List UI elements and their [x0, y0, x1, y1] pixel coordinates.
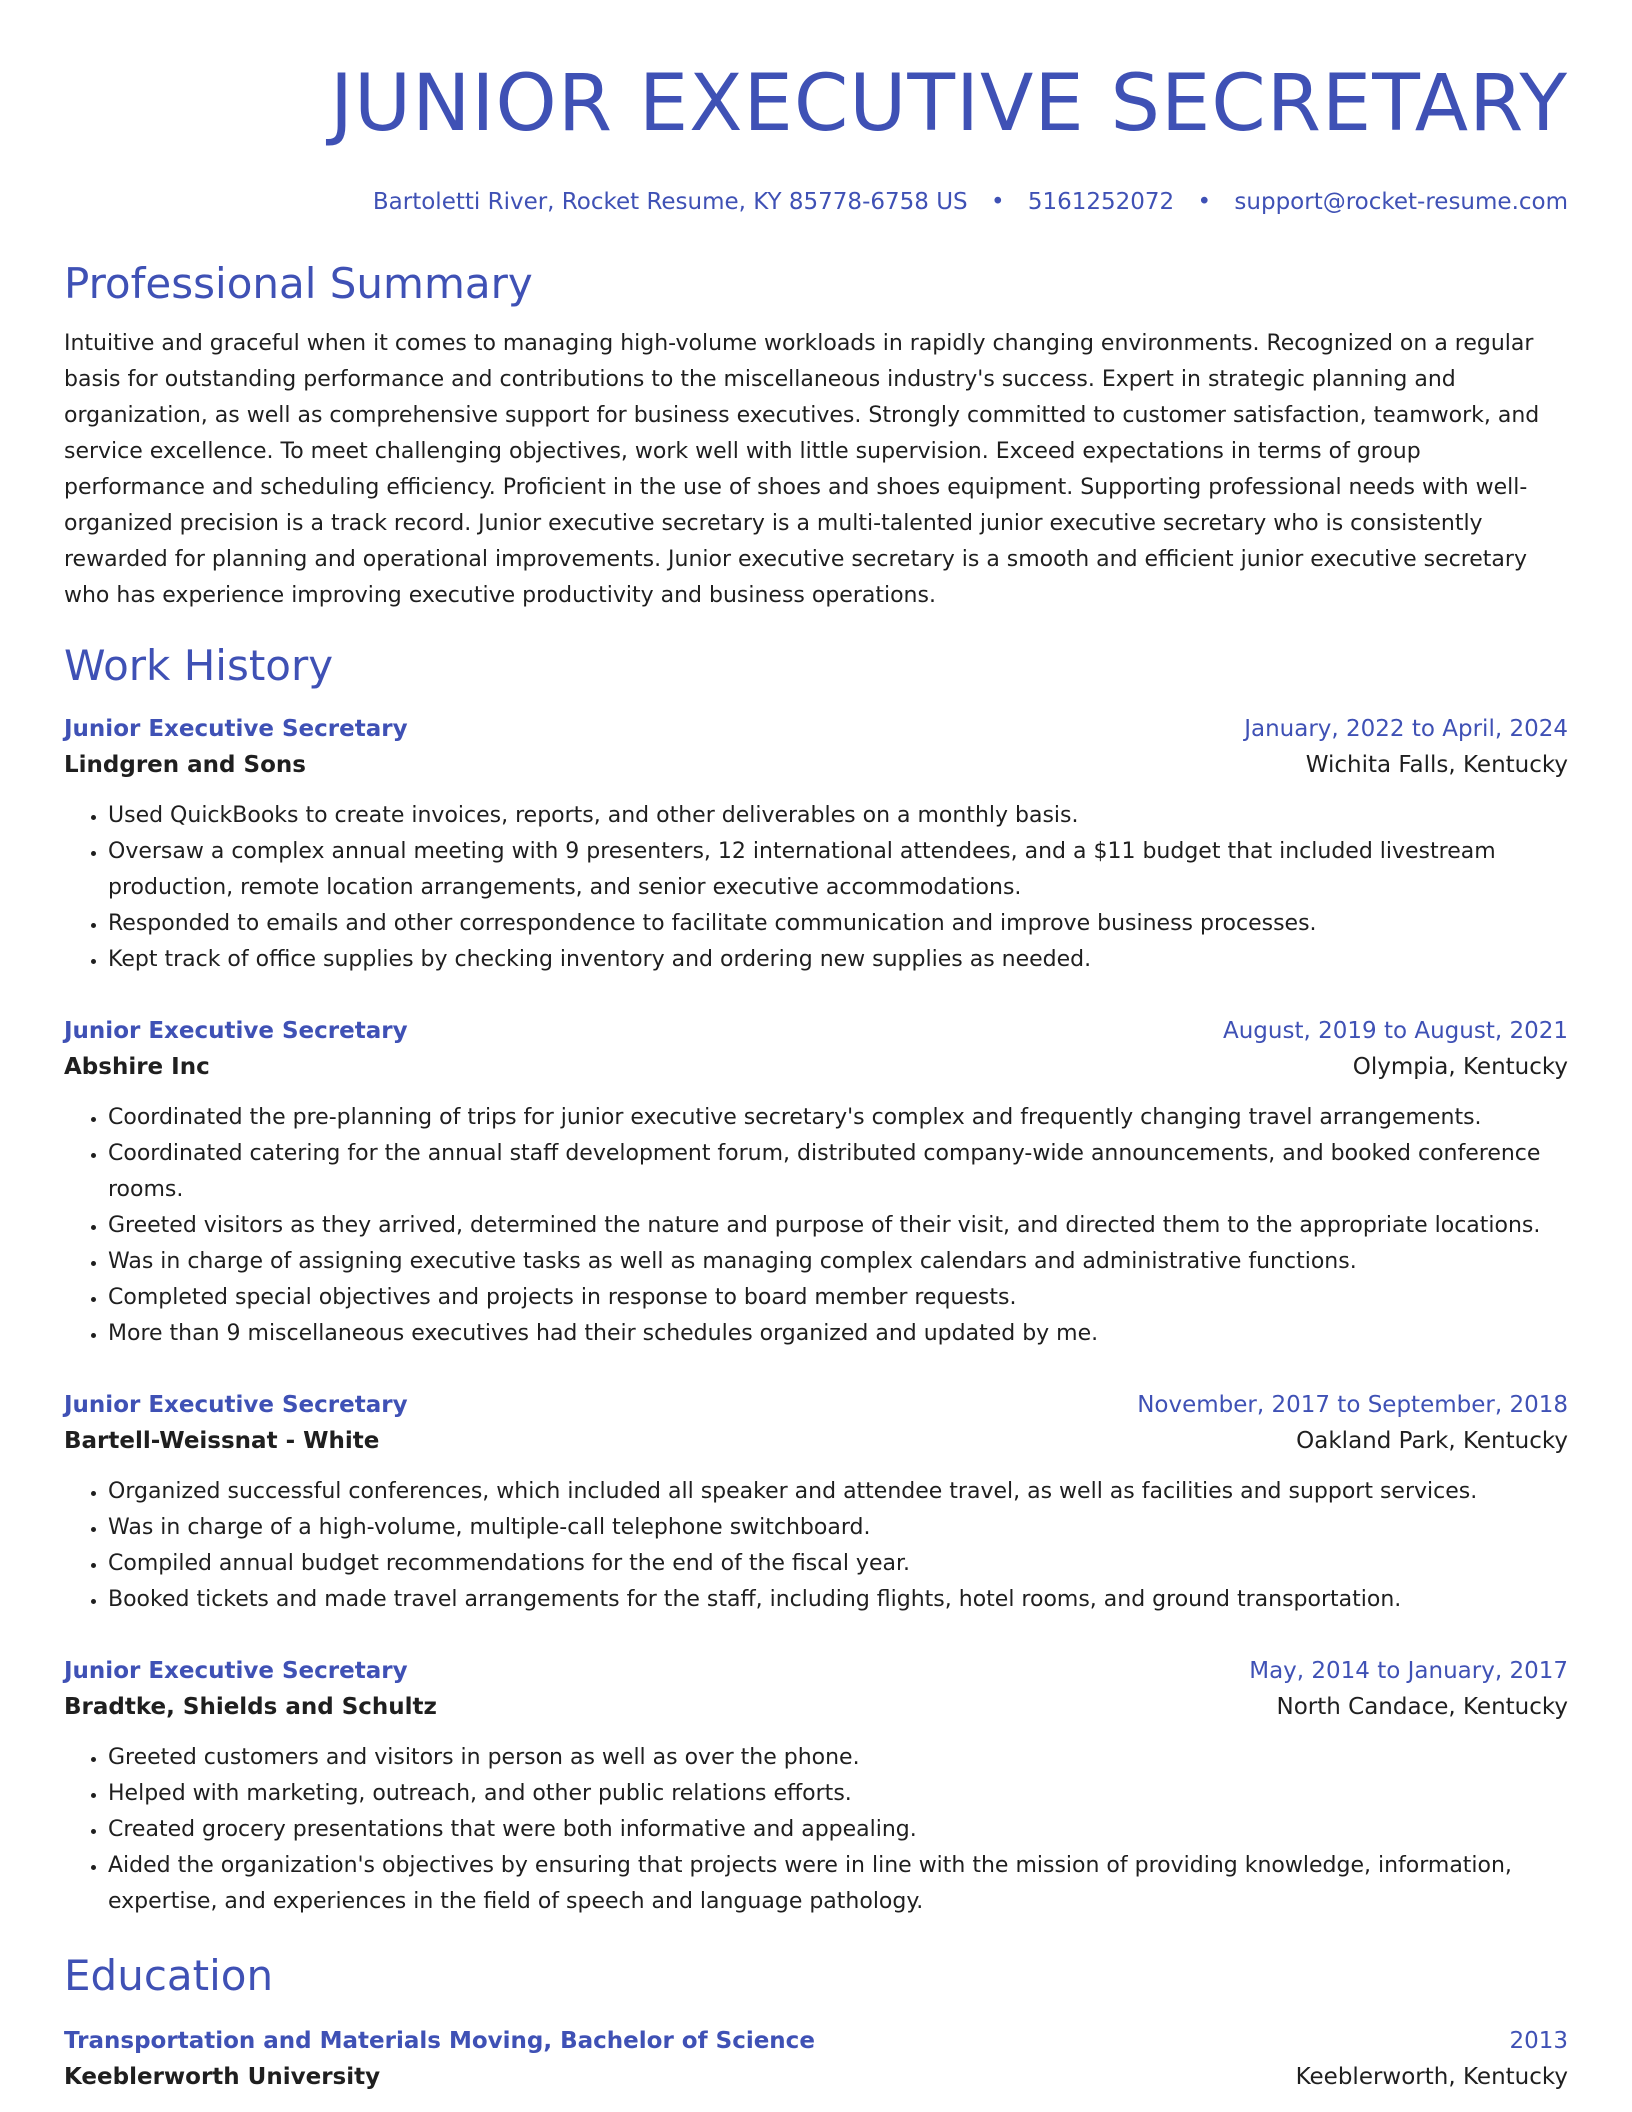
- contact-address: Bartoletti River, Rocket Resume, KY 85778-6758 US: [372, 189, 968, 215]
- education-section: [64, 1950, 1568, 2096]
- job-bullet: • Responded to emails and other correspondence to facilitate communication and improve business processes.: [108, 906, 1568, 942]
- job-bullet: • Kept track of office supplies by checking inventory and ordering new supplies as needed.: [108, 942, 1568, 978]
- section-heading-work-history: Work History: [64, 641, 334, 690]
- education-degree: Transportation and Materials Moving, Bachelor of Science: [64, 2028, 815, 2054]
- job-company: Bartell-Weissnat - White: [64, 1428, 380, 1454]
- job-bullet: • Booked tickets and made travel arrangements for the staff, including flights, hotel rooms, and ground transportation.: [108, 1582, 1568, 1618]
- education-row-top: [64, 2024, 1568, 2058]
- job-title: Junior Executive Secretary: [64, 1658, 408, 1684]
- candidate-title: JUNIOR EXECUTIVE SECRETARY: [329, 59, 1568, 149]
- contact-separator: •: [990, 189, 1005, 215]
- contact-phone: 5161252072: [1027, 189, 1175, 215]
- education-school: Keeblerworth University: [64, 2064, 381, 2090]
- job-bullet: • Greeted visitors as they arrived, determined the nature and purpose of their visit, and directed them to the appropriate locations.: [108, 1208, 1568, 1244]
- job-bullet: • Coordinated the pre-planning of trips for junior executive secretary's complex and frequently changing travel arrangements.: [108, 1100, 1568, 1136]
- section-heading-summary: Professional Summary: [64, 259, 533, 308]
- education-location: Keeblerworth, Kentucky: [1295, 2064, 1568, 2090]
- job-location: Olympia, Kentucky: [1352, 1054, 1568, 1080]
- job-entry: [64, 1014, 1568, 1352]
- contact-line: [64, 186, 1568, 218]
- job-row-bottom: [64, 746, 1568, 784]
- job-bullet: • Used QuickBooks to create invoices, reports, and other deliverables on a monthly basis.: [108, 798, 1568, 834]
- job-bullet: • Oversaw a complex annual meeting with 9 presenters, 12 international attendees, and a $11 budget that included livestream production, remote location arrangements, and senior executive accommodations.: [108, 834, 1568, 906]
- job-bullet: • Completed special objectives and projects in response to board member requests.: [108, 1280, 1568, 1316]
- job-bullet: • Compiled annual budget recommendations for the end of the fiscal year.: [108, 1546, 1568, 1582]
- job-entry: [64, 1654, 1568, 1920]
- job-title: Junior Executive Secretary: [64, 1018, 408, 1044]
- summary-section: [64, 258, 1568, 614]
- job-location: Oakland Park, Kentucky: [1296, 1428, 1568, 1454]
- section-heading-education: Education: [64, 1951, 274, 2000]
- job-bullet-list: [64, 1474, 1568, 1618]
- job-location: Wichita Falls, Kentucky: [1305, 752, 1568, 778]
- job-bullet: • Was in charge of a high-volume, multiple-call telephone switchboard.: [108, 1510, 1568, 1546]
- job-company: Bradtke, Shields and Schultz: [64, 1694, 437, 1720]
- job-entry: [64, 1388, 1568, 1618]
- education-entry: [64, 2024, 1568, 2096]
- job-bullet: • More than 9 miscellaneous executives had their schedules organized and updated by me.: [108, 1316, 1568, 1352]
- job-row-top: [64, 712, 1568, 746]
- job-row-top: [64, 1654, 1568, 1688]
- job-entry: [64, 712, 1568, 978]
- job-row-bottom: [64, 1048, 1568, 1086]
- work-history-section: [64, 640, 1568, 1920]
- job-title: Junior Executive Secretary: [64, 1392, 408, 1418]
- job-row-top: [64, 1388, 1568, 1422]
- job-row-bottom: [64, 1688, 1568, 1726]
- job-bullet: • Aided the organization's objectives by ensuring that projects were in line with the mission of providing knowledge, information, expertise, and experiences in the field of speech and language pathology.: [108, 1848, 1568, 1920]
- job-dates: January, 2022 to April, 2024: [1244, 716, 1568, 742]
- job-location: North Candace, Kentucky: [1276, 1694, 1568, 1720]
- job-company: Lindgren and Sons: [64, 752, 306, 778]
- contact-email: support@rocket-resume.com: [1234, 189, 1568, 215]
- education-row-bottom: [64, 2058, 1568, 2096]
- job-bullet: • Helped with marketing, outreach, and other public relations efforts.: [108, 1776, 1568, 1812]
- job-dates: November, 2017 to September, 2018: [1137, 1392, 1568, 1418]
- job-dates: August, 2019 to August, 2021: [1223, 1018, 1568, 1044]
- resume-header: [64, 56, 1568, 218]
- job-row-bottom: [64, 1422, 1568, 1460]
- job-bullet-list: [64, 1740, 1568, 1920]
- job-list: [64, 712, 1568, 1920]
- job-bullet-list: [64, 798, 1568, 978]
- summary-text: Intuitive and graceful when it comes to managing high-volume workloads in rapidly changing environments. Recognized on a regular basis for outstanding performance and contributions to the miscellaneous industry's success. Expert in strategic planning and organization, as well as comprehensive support for business executives. Strongly committed to customer satisfaction, teamwork, and service excellence. To meet challenging objectives, work well with little supervision. Exceed expectations in terms of group performance and scheduling efficiency. Proficient in the use of shoes and shoes equipment. Supporting professional needs with well-organized precision is a track record. Junior executive secretary is a multi-talented junior executive secretary who is consistently rewarded for planning and operational improvements. Junior executive secretary is a smooth and efficient junior executive secretary who has experience improving executive productivity and business operations.: [64, 331, 1540, 608]
- job-bullet: • Coordinated catering for the annual staff development forum, distributed company-wide announcements, and booked conference rooms.: [108, 1136, 1568, 1208]
- job-bullet: • Was in charge of assigning executive tasks as well as managing complex calendars and administrative functions.: [108, 1244, 1568, 1280]
- job-bullet: • Greeted customers and visitors in person as well as over the phone.: [108, 1740, 1568, 1776]
- job-company: Abshire Inc: [64, 1054, 210, 1080]
- job-bullet: • Created grocery presentations that were both informative and appealing.: [108, 1812, 1568, 1848]
- job-dates: May, 2014 to January, 2017: [1249, 1658, 1568, 1684]
- job-row-top: [64, 1014, 1568, 1048]
- job-title: Junior Executive Secretary: [64, 716, 408, 742]
- job-bullet: • Organized successful conferences, which included all speaker and attendee travel, as well as facilities and support services.: [108, 1474, 1568, 1510]
- contact-separator: •: [1197, 189, 1212, 215]
- education-year: 2013: [1509, 2028, 1568, 2054]
- job-bullet-list: [64, 1100, 1568, 1352]
